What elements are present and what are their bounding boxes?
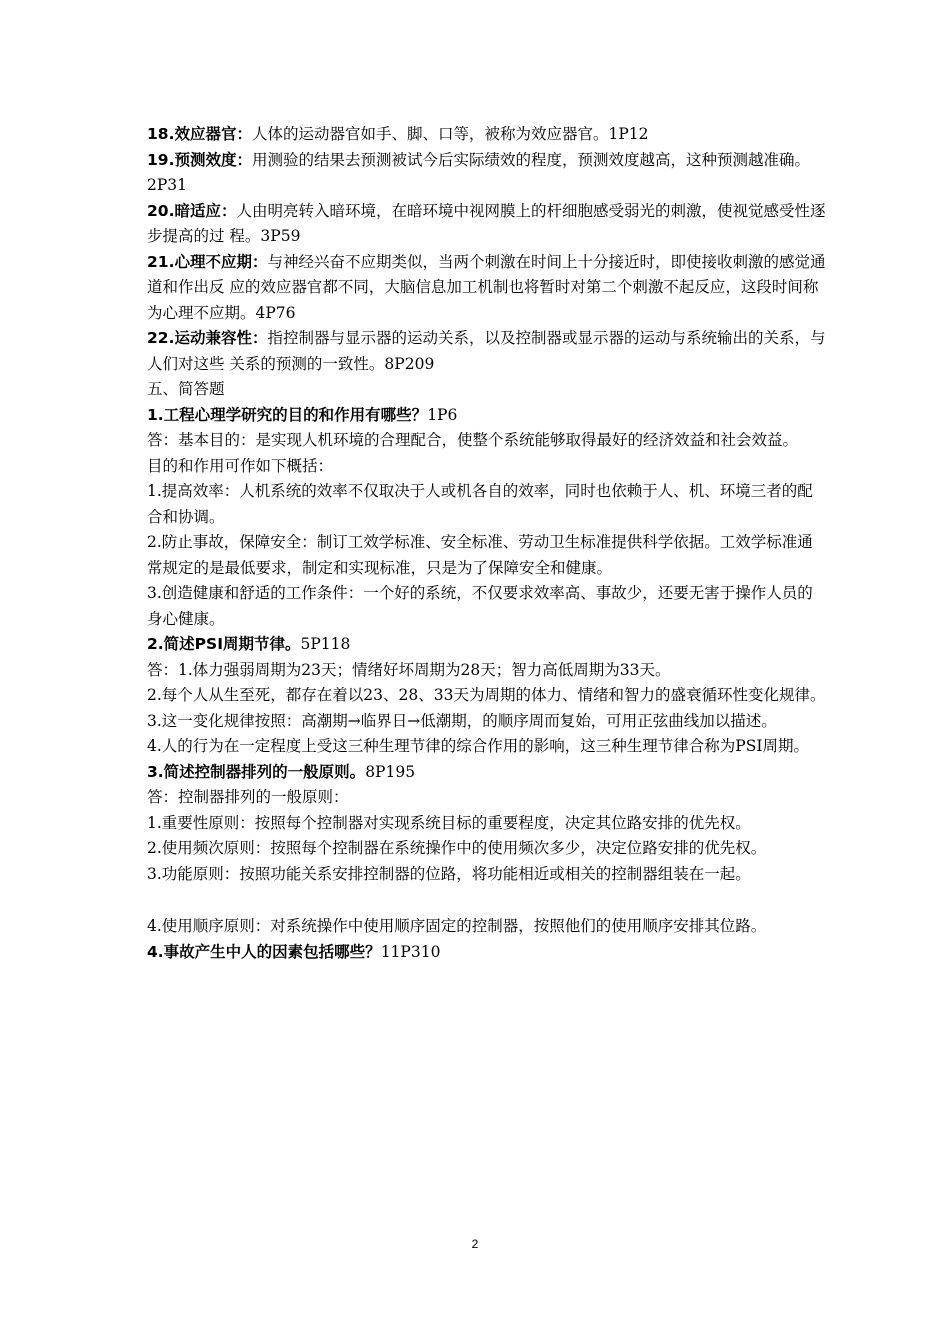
question-ref: 11P310 (380, 942, 441, 961)
definition-term: 19.预测效度： (147, 150, 252, 169)
question-title-text: 3.简述控制器排列的一般原则。 (147, 762, 366, 781)
page-number: 2 (471, 1237, 479, 1251)
question-3-point: 4.使用顺序原则：对系统操作中使用顺序固定的控制器，按照他们的使用顺序安排其位路。 (147, 917, 767, 935)
question-2-title (147, 632, 827, 658)
question-2-point: 2.每个人从生至死，都存在着以23、28、33天为周期的体力、情绪和智力的盛衰循环性变化规律。 (147, 686, 826, 704)
definition-22 (147, 326, 827, 377)
question-4-title (147, 940, 827, 966)
section-title: 五、简答题 (147, 380, 225, 398)
question-1-title (147, 403, 827, 429)
question-1-intro: 目的和作用可作如下概括： (147, 456, 334, 475)
definition-19 (147, 148, 827, 199)
question-3-answer: 答：控制器排列的一般原则： (147, 788, 349, 806)
document-body (147, 122, 827, 965)
definition-term: 21.心理不应期： (147, 252, 268, 271)
question-1-point: 3.创造健康和舒适的工作条件：一个好的系统，不仅要求效率高、事故少，还要无害于操作人员的身心健康。 (147, 584, 813, 628)
question-title-text: 2.简述PSI周期节律。 (147, 635, 301, 653)
question-2-answer: 答：1.体力强弱周期为23天；情绪好坏周期为28天；智力高低周期为33天。 (147, 660, 671, 679)
question-3-point: 3.功能原则：按照功能关系安排控制器的位路，将功能相近或相关的控制器组装在一起。 (147, 864, 751, 883)
question-title-text: 4.事故产生中人的因素包括哪些？ (147, 942, 381, 961)
definition-18 (147, 122, 827, 148)
definition-text: 人体的运动器官如手、脚、口等，被称为效应器官。1P12 (251, 125, 649, 143)
question-title-text: 1.工程心理学研究的目的和作用有哪些？ (147, 405, 428, 424)
definition-text: 人由明亮转入暗环境，在暗环境中视网膜上的杆细胞感受弱光的刺激，使视觉感受性逐步提高的过 程。3P59 (147, 201, 826, 245)
question-1-point: 1.提高效率：人机系统的效率不仅取决于人或机各自的效率，同时也依赖于人、机、环境三者的配合和协调。 (147, 482, 813, 526)
blank-line (147, 887, 827, 914)
definition-term: 18.效应器官： (147, 125, 252, 143)
question-ref: 1P6 (427, 405, 458, 424)
definition-21 (147, 250, 827, 327)
definition-term: 22.运动兼容性： (147, 329, 268, 347)
question-1-answer: 答：基本目的：是实现人机环境的合理配合，使整个系统能够取得最好的经济效益和社会效益。 (147, 431, 799, 449)
definition-text: 指控制器与显示器的运动关系，以及控制器或显示器的运动与系统输出的关系，与人们对这些 关系的预测的一致性。8P209 (147, 329, 826, 373)
definition-text: 用测验的结果去预测被试今后实际绩效的程度，预测效度越高，这种预测越准确。2P31 (147, 150, 810, 194)
question-3-title (147, 760, 827, 786)
question-2-point: 3.这一变化规律按照：高潮期→临界日→低潮期，的顺序周而复始，可用正弦曲线加以描述。 (147, 711, 777, 730)
question-3-point: 1.重要性原则：按照每个控制器对实现系统目标的重要程度，决定其位路安排的优先权。 (147, 813, 751, 832)
question-2-point: 4.人的行为在一定程度上受这三种生理节律的综合作用的影响，这三种生理节律合称为PSI周期。 (147, 737, 809, 755)
definition-20 (147, 199, 827, 250)
definition-term: 20.暗适应： (147, 201, 237, 220)
definition-text: 与神经兴奋不应期类似，当两个刺激在时间上十分接近时，即使接收刺激的感觉通道和作出反 应的效应器官都不同，大脑信息加工机制也将暂时对第二个刺激不起反应，这段时间称为心理不应期。4P76 (147, 252, 826, 322)
question-1-point: 2.防止事故，保障安全：制订工效学标准、安全标准、劳动卫生标准提供科学依据。工效学标准通常规定的是最低要求，制定和实现标准，只是为了保障安全和健康。 (147, 533, 813, 577)
question-ref: 5P118 (300, 635, 351, 653)
question-3-point: 2.使用频次原则：按照每个控制器在系统操作中的使用频次多少，决定位路安排的优先权。 (147, 839, 767, 857)
question-ref: 8P195 (365, 762, 416, 781)
